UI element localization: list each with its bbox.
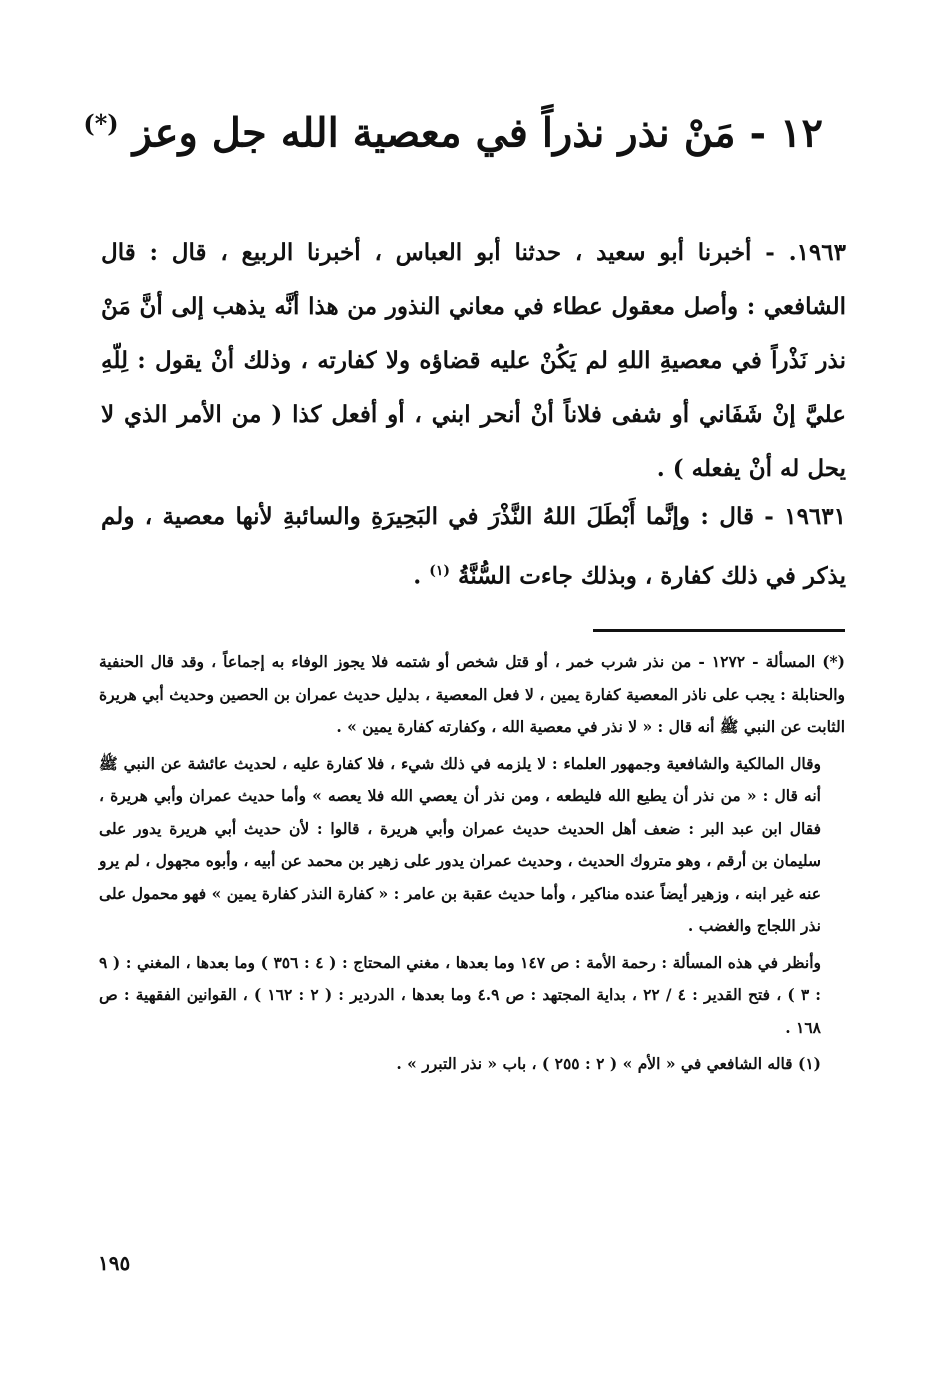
footnote-reference: (١) bbox=[429, 563, 450, 579]
page-number: ١٩٥ bbox=[98, 1251, 131, 1275]
chapter-title-text: ١٢ - مَنْ نذر نذراً في معصية الله جل وعز bbox=[132, 109, 823, 157]
footnote-1: (١) قاله الشافعي في « الأم » ( ٢ : ٢٥٥ ) ، باب « نذر التبرر » . bbox=[396, 1054, 821, 1073]
footnotes-section bbox=[99, 646, 845, 1085]
footnote-references: وأنظر في هذه المسألة : رحمة الأمة : ص ١٤٧ وما بعدها ، مغني المحتاج : ( ٤ : ٣٥٦ ) وما بعدها ، المغني : ( ٩ : ٣ ) ، فتح القدير : ٤ / ٢٢ ، بداية المجتهد : ص ٤.٩ وما بعدها ، الدردير : ( ٢ : ١٦٢ ) ، القوانين الفقهية : ص ١٦٨ . bbox=[99, 952, 821, 1037]
paragraph-end: . bbox=[413, 562, 430, 590]
paragraph-text: ١٩٦٣١ - قال : وإنَّما أَبْطَلَ اللهُ النَّذْرَ في البَحِيرَةِ والسائبةِ لأنها معصية ، ولم يذكر في ذلك كفارة ، وبذلك جاءت السُّنَّةُ bbox=[101, 503, 846, 590]
footnote-main: (*) المسألة - ١٢٧٢ - من نذر شرب خمر ، أو قتل شخص أو شتمه فلا يجوز الوفاء به إجماعاً ، وقد قال الحنفية والحنابلة : يجب على ناذر المعصية كفارة يمين ، لا فعل المعصية ، بدليل حديث عمران بن الحصين وحديث أبي هريرة الثابت عن النبي ﷺ أنه قال : « لا نذر في معصية الله ، وكفارته كفارة يمين » . bbox=[99, 652, 845, 736]
paragraph-text: ١٩٦٣. - أخبرنا أبو سعيد ، حدثنا أبو العباس ، أخبرنا الربيع ، قال : قال الشافعي : وأصل معقول عطاء في معاني النذور من هذا أنَّه يذهب إلى أنَّ مَنْ نذر نَذْراً في معصيةِ اللهِ لم يَكُنْ عليه قضاؤه ولا كفارته ، وذلك أنْ يقول : لِلّهِ عليَّ إنْ شَفَاني أو شفى فلاناً أنْ أنحر ابني ، أو أفعل كذا ( من الأمر الذي لا يحل له أنْ يفعله ) . bbox=[101, 239, 846, 482]
footnote-continued: وقال المالكية والشافعية وجمهور العلماء : لا يلزمه في ذلك شيء ، فلا كفارة عليه ، لحديث عائشة عن النبي ﷺ أنه قال : « من نذر أن يطيع الله فليطعه ، ومن نذر أن يعصي الله فلا يعصه » وأما حديث عمران وأبي هريرة ، فقال ابن عبد البر : ضعف أهل الحديث حديث عمران وأبي هريرة ، قالوا : لأن حديث أبي هريرة يدور على سليمان بن أرقم ، وهو متروك الحديث ، وحديث عمران يدور على زهير بن محمد عن أبيه ، وأبوه مجهول ، لم يرو عنه غير ابنه ، وزهير أيضاً عنده مناكير ، وأما حديث عقبة بن عامر : « كفارة النذر كفارة يمين » فهو محمول على نذر اللجاج والغضب . bbox=[99, 753, 821, 935]
footnote-divider bbox=[593, 629, 845, 632]
chapter-title bbox=[83, 92, 823, 165]
paragraph-1963 bbox=[101, 226, 846, 496]
paragraph-19631 bbox=[101, 490, 846, 604]
chapter-footnote-mark: (*) bbox=[83, 109, 119, 138]
